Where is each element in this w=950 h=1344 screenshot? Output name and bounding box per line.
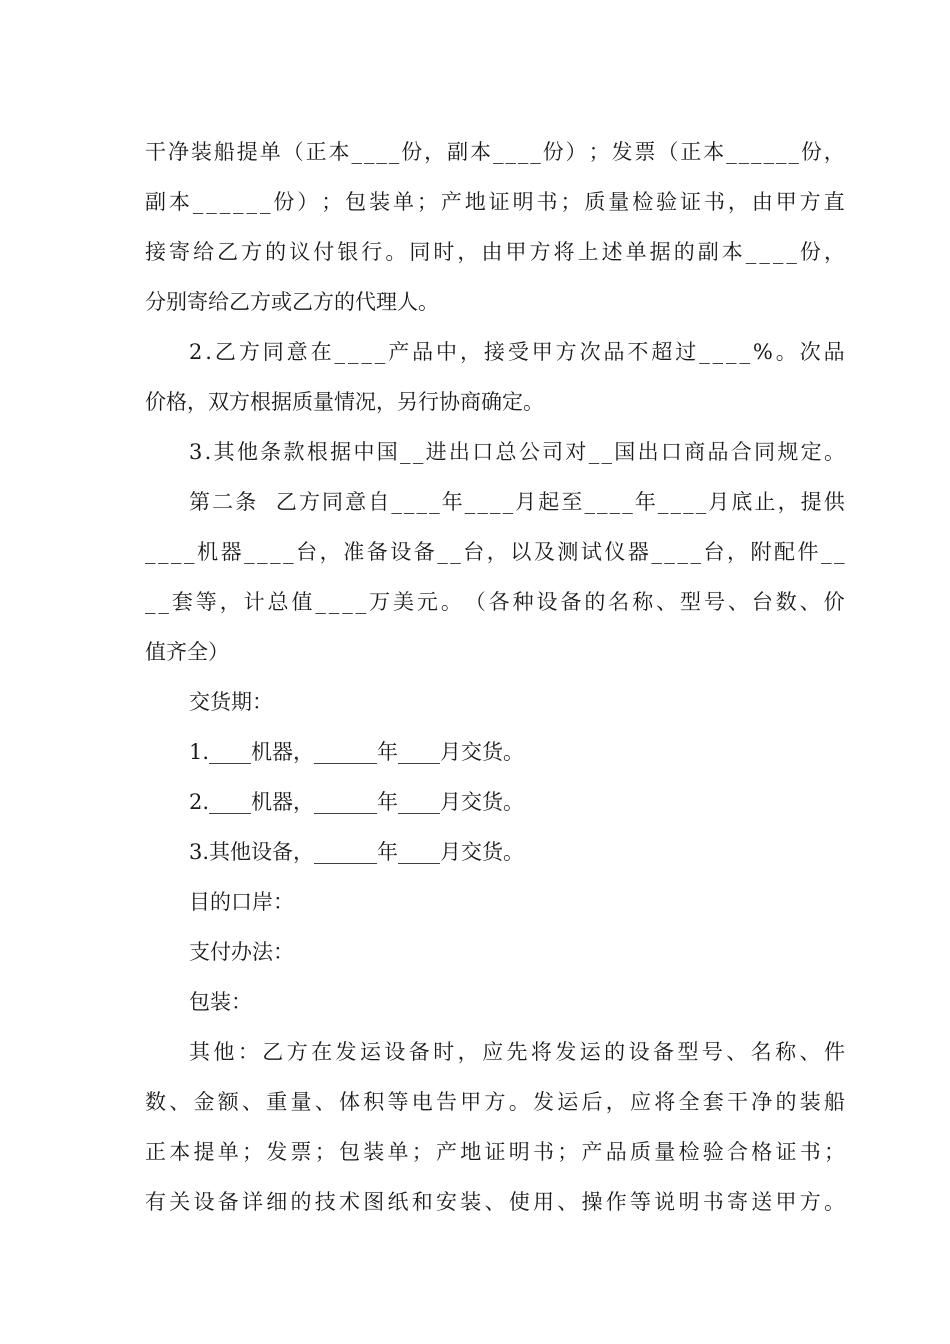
text-line: 2 . 乙 方 同 意 在 _ _ _ _ 产 品 中 ， 接 受 甲 方 次 品 不 超 过 _ _ _ _ % 。 次 品 <box>189 340 845 364</box>
text-line: 交货期： <box>189 690 273 714</box>
text-line: 目的口岸： <box>189 890 294 914</box>
text-line: 有 关 设 备 详 细 的 技 术 图 纸 和 安 装 、 使 用 、 操 作 等 说 明 书 寄 送 甲 方 。 <box>145 1190 845 1214</box>
text-line: _ _ _ _ 机 器 _ _ _ _ 台 ， 准 备 设 备 _ _ 台 ， 以 及 测 试 仪 器 _ _ _ _ 台 ， 附 配 件 _ _ <box>145 540 845 564</box>
text-line: 接 寄 给 乙 方 的 议 付 银 行 。 同 时 ， 由 甲 方 将 上 述 单 据 的 副 本 _ _ _ _ 份 ， <box>145 240 845 264</box>
text-line: 支付办法： <box>189 940 294 964</box>
text-line: 数 、 金 额 、 重 量 、 体 积 等 电 告 甲 方 。 发 运 后 ， 应 将 全 套 干 净 的 装 船 <box>145 1090 845 1114</box>
text-line: 3.其他设备，______年____月交货。 <box>189 840 525 864</box>
text-line: 干 净 装 船 提 单 （ 正 本 _ _ _ _ 份 ， 副 本 _ _ _ _ 份 ） ； 发 票 （ 正 本 _ _ _ _ _ _ 份 ， <box>145 140 845 164</box>
text-line: 分别寄给乙方或乙方的代理人。 <box>145 290 439 314</box>
text-line: 2.____机器，______年____月交货。 <box>189 790 525 814</box>
text-line: 第 二 条 乙 方 同 意 自 _ _ _ _ 年 _ _ _ _ 月 起 至 _ _ _ _ 年 _ _ _ _ 月 底 止 ， 提 供 <box>189 490 845 514</box>
text-line: 价格，双方根据质量情况，另行协商确定。 <box>145 390 544 414</box>
text-line: 3 . 其 他 条 款 根 据 中 国 _ _ 进 出 口 总 公 司 对 _ _ 国 出 口 商 品 合 同 规 定 。 <box>189 440 845 464</box>
text-line: 包装： <box>189 990 252 1014</box>
document-body <box>145 127 845 1227</box>
text-line: 其 他 ： 乙 方 在 发 运 设 备 时 ， 应 先 将 发 运 的 设 备 型 号 、 名 称 、 件 <box>189 1040 845 1064</box>
text-line: _ _ 套 等 ， 计 总 值 _ _ _ _ 万 美 元 。 （ 各 种 设 备 的 名 称 、 型 号 、 台 数 、 价 <box>145 590 845 614</box>
text-line: 值齐全） <box>145 640 229 664</box>
text-line: 副 本 _ _ _ _ _ _ 份 ） ； 包 装 单 ； 产 地 证 明 书 ； 质 量 检 验 证 书 ， 由 甲 方 直 <box>145 190 845 214</box>
text-line: 1.____机器，______年____月交货。 <box>189 740 525 764</box>
text-line: 正 本 提 单 ； 发 票 ； 包 装 单 ； 产 地 证 明 书 ； 产 品 质 量 检 验 合 格 证 书 ； <box>145 1140 845 1164</box>
